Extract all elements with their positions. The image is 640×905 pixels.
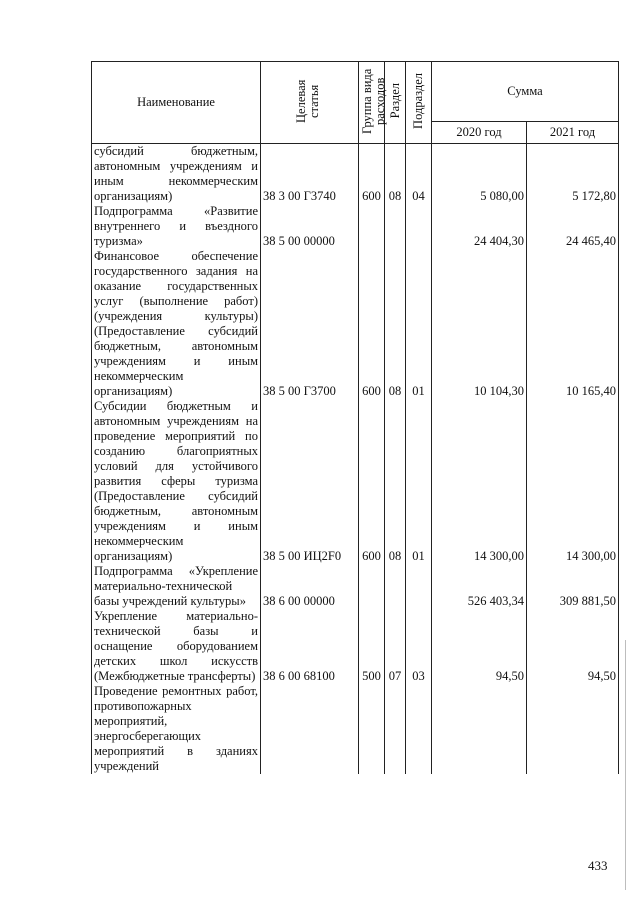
header-name: Наименование: [92, 62, 261, 144]
table-row: [92, 684, 619, 774]
cell-y2021: 24 465,40: [527, 204, 619, 249]
cell-group: [359, 564, 385, 609]
cell-section: 07: [385, 609, 406, 684]
header-year-2021: 2021 год: [527, 122, 619, 144]
cell-y2020: 10 104,30: [432, 249, 527, 399]
cell-y2020: 526 403,34: [432, 564, 527, 609]
table-row: [92, 564, 619, 609]
header-year-2020: 2020 год: [432, 122, 527, 144]
cell-code: 38 5 00 00000: [261, 204, 359, 249]
cell-code: 38 3 00 Г3740: [261, 144, 359, 205]
budget-table: [91, 61, 619, 774]
header-subsection: Подраздел: [406, 62, 432, 144]
page-number: 433: [588, 858, 608, 873]
cell-section: [385, 204, 406, 249]
cell-code: 38 6 00 68100: [261, 609, 359, 684]
margin-mark: [625, 640, 626, 890]
header-group: Группа вида расходов: [359, 62, 385, 144]
cell-section: 08: [385, 399, 406, 564]
cell-y2020: 5 080,00: [432, 144, 527, 205]
cell-name: Подпрограмма «Развитие внутреннего и въездного туризма»: [92, 204, 261, 249]
cell-name: Укрепление материально-технической базы и оснащение оборудованием детских школ искусств (Межбюджетные трансферты): [92, 609, 261, 684]
cell-code: 38 6 00 00000: [261, 564, 359, 609]
cell-code: 38 5 00 ИЦ2F0: [261, 399, 359, 564]
cell-code: 38 5 00 Г3700: [261, 249, 359, 399]
header-target: Целевая статья: [261, 62, 359, 144]
cell-section: [385, 684, 406, 774]
cell-y2020: 14 300,00: [432, 399, 527, 564]
cell-subsection: [406, 204, 432, 249]
table-row: [92, 204, 619, 249]
cell-y2020: [432, 684, 527, 774]
cell-y2021: [527, 684, 619, 774]
cell-group: 600: [359, 144, 385, 205]
cell-y2020: 94,50: [432, 609, 527, 684]
header-section: Раздел: [385, 62, 406, 144]
cell-group: 500: [359, 609, 385, 684]
header-sum: Сумма: [432, 62, 619, 122]
cell-section: [385, 564, 406, 609]
cell-name: Субсидии бюджетным и автономным учреждениям на проведение мероприятий по созданию благоприятных условий для устойчивого развития сферы туризма (Предоставление субсидий бюджетным, автономным учреждениям и иным некоммерческим организациям): [92, 399, 261, 564]
cell-group: [359, 204, 385, 249]
cell-subsection: 04: [406, 144, 432, 205]
cell-y2021: 5 172,80: [527, 144, 619, 205]
cell-subsection: 01: [406, 249, 432, 399]
cell-section: 08: [385, 249, 406, 399]
cell-name: Проведение ремонтных работ, противопожарных мероприятий, энергосберегающих мероприятий в зданиях учреждений: [92, 684, 261, 774]
cell-name: субсидий бюджетным, автономным учреждениям и иным некоммерческим организациям): [92, 144, 261, 205]
cell-y2021: 94,50: [527, 609, 619, 684]
table-row: [92, 249, 619, 399]
cell-y2020: 24 404,30: [432, 204, 527, 249]
cell-subsection: [406, 684, 432, 774]
cell-y2021: 10 165,40: [527, 249, 619, 399]
cell-section: 08: [385, 144, 406, 205]
table-row: [92, 609, 619, 684]
cell-subsection: [406, 564, 432, 609]
cell-group: 600: [359, 399, 385, 564]
cell-subsection: 01: [406, 399, 432, 564]
cell-name: Финансовое обеспечение государственного задания на оказание государственных услуг (выполнение работ) (учреждения культуры) (Предоставление субсидий бюджетным, автономным учреждениям и иным некоммерческим организациям): [92, 249, 261, 399]
cell-y2021: 14 300,00: [527, 399, 619, 564]
cell-code: [261, 684, 359, 774]
table-row: [92, 144, 619, 205]
cell-group: [359, 684, 385, 774]
cell-subsection: 03: [406, 609, 432, 684]
cell-y2021: 309 881,50: [527, 564, 619, 609]
table-row: [92, 399, 619, 564]
cell-group: 600: [359, 249, 385, 399]
cell-name: Подпрограмма «Укрепление материально-технической базы учреждений культуры»: [92, 564, 261, 609]
